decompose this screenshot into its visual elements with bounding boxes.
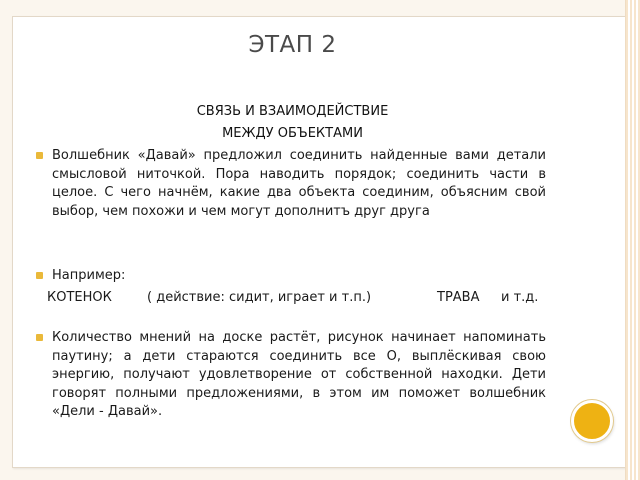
bullet-icon bbox=[36, 152, 43, 159]
example-grass: ТРАВА bbox=[437, 290, 480, 305]
paragraph-wizard-task: Волшебник «Давай» предложил соединить найденные вами детали смысловой ниточкой. Пора наводить порядок; соединить части в целое. С чего начнём, какие два объекта соединим, объясним свой выбор, чем похожи и чем могут дополнитъ друг друга bbox=[52, 148, 546, 219]
slide-subtitle-line2: МЕЖДУ ОБЪЕКТАМИ bbox=[222, 126, 363, 141]
slide-subtitle-line1: СВЯЗЬ И ВЗАИМОДЕЙСТВИЕ bbox=[196, 104, 389, 119]
example-action: ( действие: сидит, играет и т.п.) bbox=[147, 290, 372, 305]
paragraph-web-of-opinions: Количество мнений на доске растёт, рисунок начинает напоминать паутину; а дети стараются соединить все О, выплёскивая свою энергию, получают удовлетворение от собственной находки. Дети говорят полными предложениями, в этом им поможет волшебник «Дели - Давай». bbox=[52, 330, 546, 419]
paragraph-example-label: Например: bbox=[52, 268, 126, 283]
bullet-icon bbox=[36, 272, 43, 279]
example-kitten: КОТЕНОК bbox=[47, 290, 112, 305]
example-etc: и т.д. bbox=[501, 290, 539, 305]
slide-title: ЭТАП 2 bbox=[248, 32, 337, 58]
decorative-stripes bbox=[625, 0, 640, 480]
next-slide-button[interactable] bbox=[571, 400, 613, 442]
bullet-icon bbox=[36, 334, 43, 341]
